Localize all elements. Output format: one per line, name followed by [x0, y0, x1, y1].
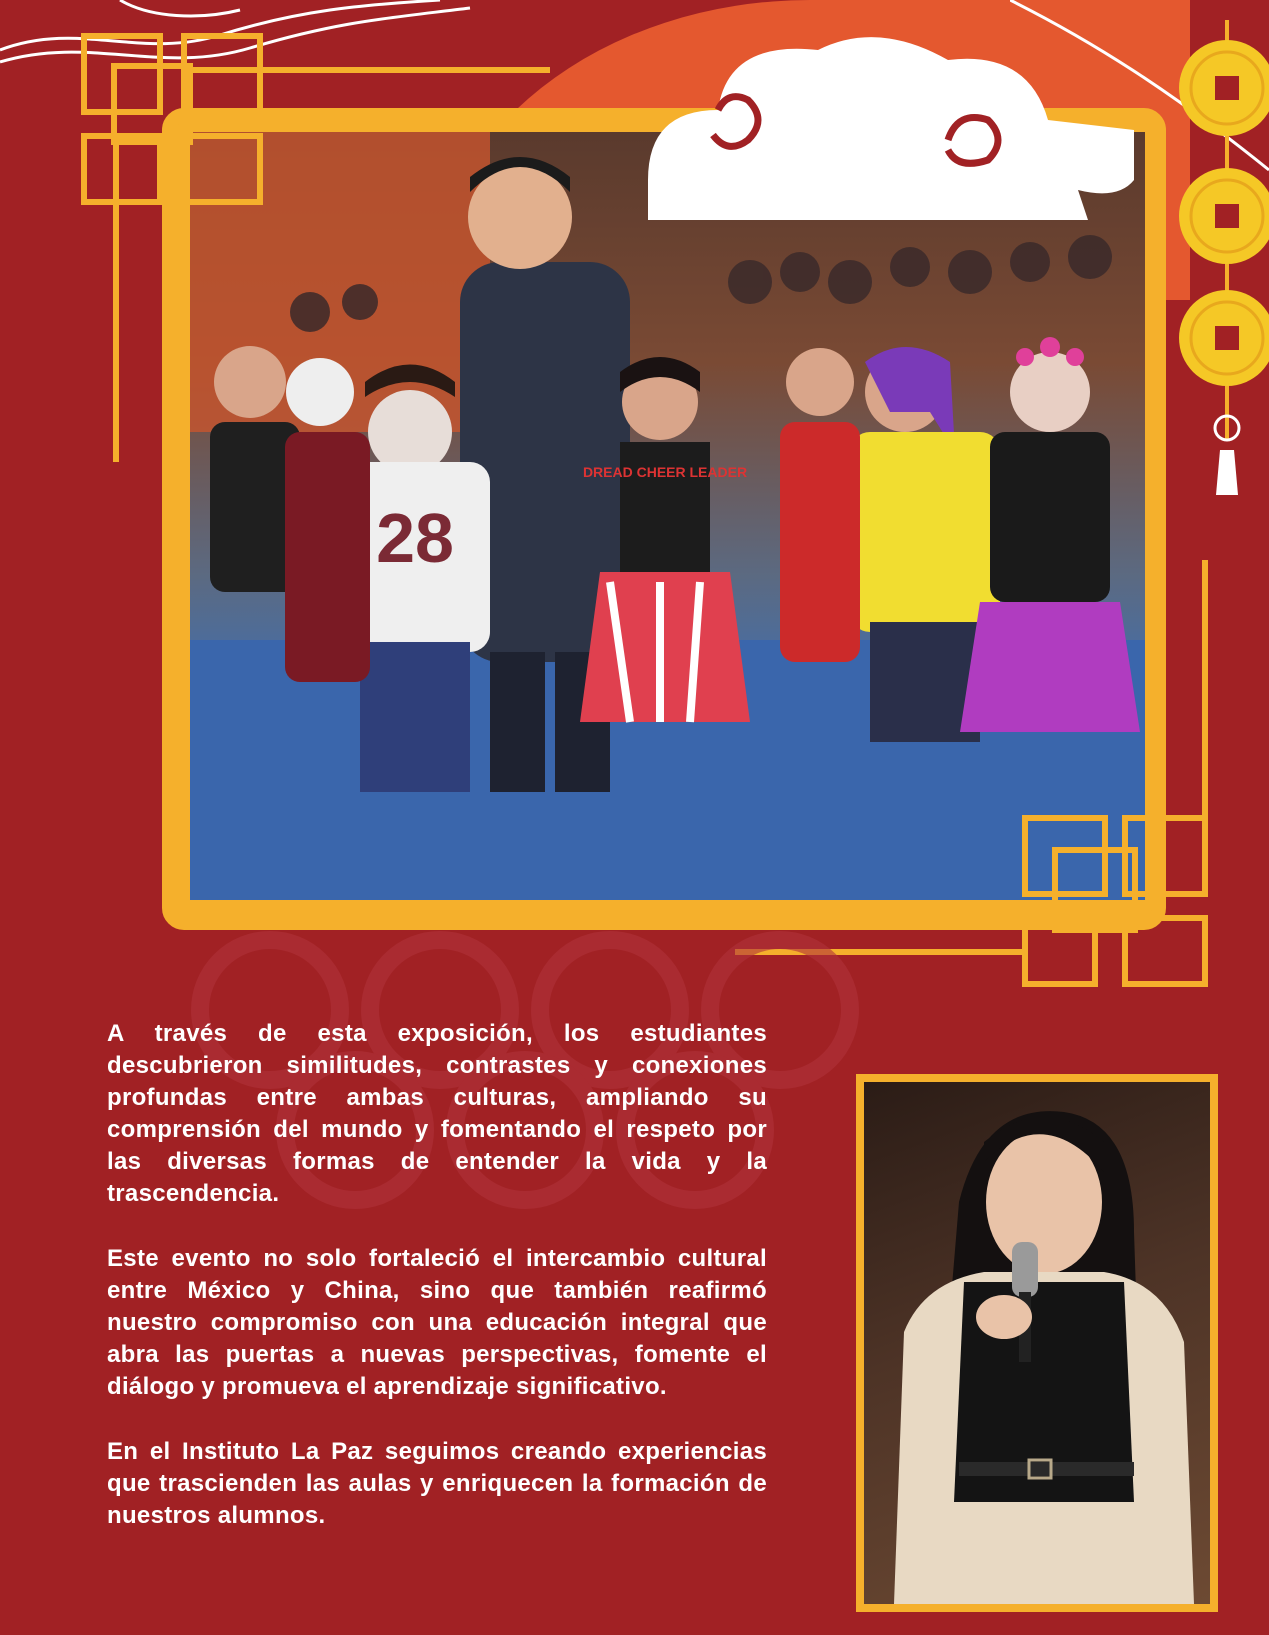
paragraph-1: A través de esta exposición, los estudiantes descubrieron similitudes, contrastes y conexiones profundas entre ambas culturas, ampliando su comprensión del mundo y fomentando el respeto por las diversas formas de entender la vida y la trascendencia.	[107, 1020, 767, 1207]
speaker-photo	[864, 1082, 1210, 1604]
paragraph-2: Este evento no solo fortaleció el intercambio cultural entre México y China, sino que también reafirmó nuestro compromiso con una educación integral que abra las puertas a nuevas perspectivas, fomente el diálogo y promueva el aprendizaje significativo.	[107, 1245, 767, 1400]
article-text	[107, 1018, 767, 1565]
lattice-knot-top-left	[80, 32, 560, 472]
cheer-shirt-text: DREAD CHEER LEADER	[582, 464, 748, 480]
coin-chain-decoration	[1168, 20, 1269, 510]
jersey-number: 28	[376, 499, 454, 577]
speaker-illustration	[864, 1082, 1210, 1604]
paragraph-3: En el Instituto La Paz seguimos creando experiencias que trascienden las aulas y enriquecen la formación de nuestros alumnos.	[107, 1438, 767, 1529]
lattice-knot-bottom-right	[735, 560, 1245, 990]
cloud-decoration	[648, 30, 1134, 220]
